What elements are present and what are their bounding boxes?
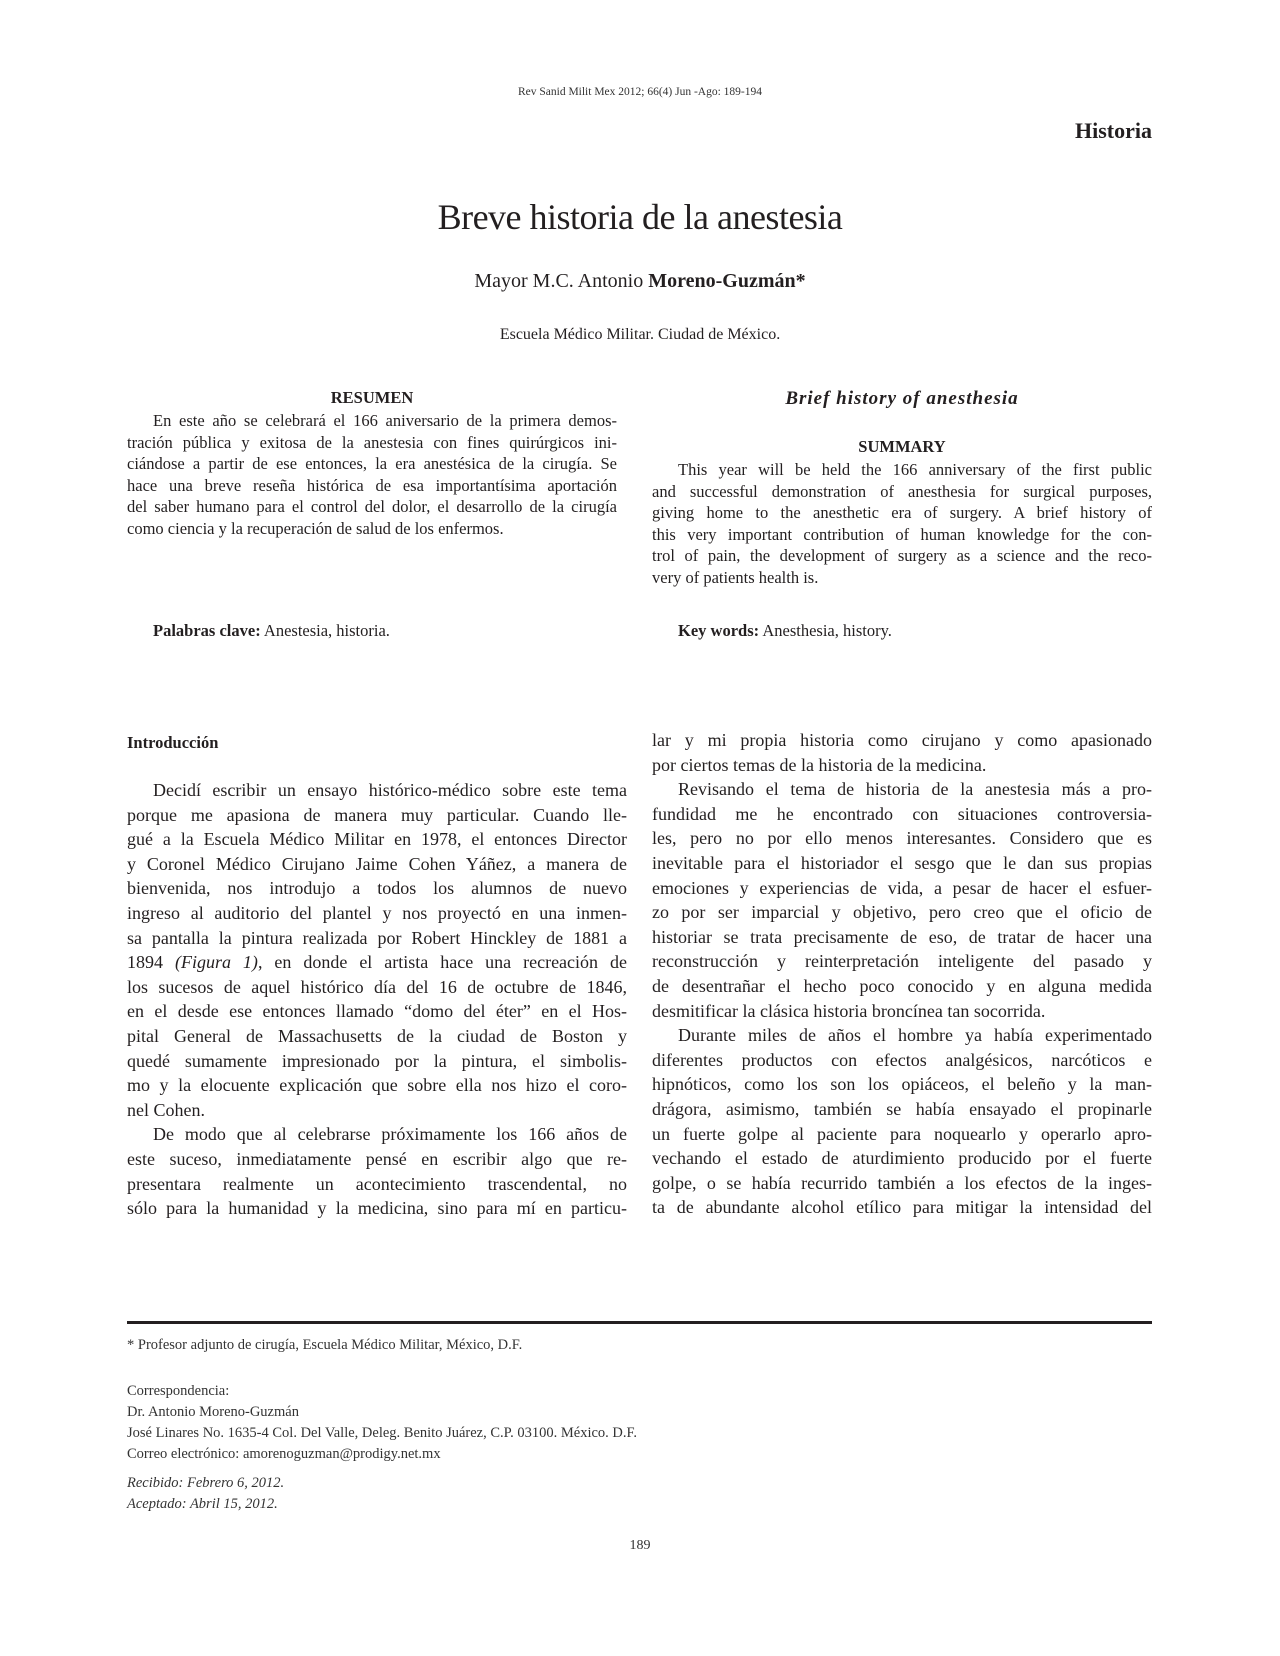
keywords-en — [678, 621, 892, 641]
text-line: nel Cohen. — [127, 1099, 205, 1120]
received-date: Recibido: Febrero 6, 2012. — [127, 1475, 285, 1491]
body-column-right — [652, 728, 1152, 1220]
summary-body — [652, 459, 1152, 588]
dates-block — [127, 1473, 284, 1515]
text-line: les, pero no por ello menos interesantes. Considero que es — [652, 828, 1152, 849]
footnote-divider — [127, 1321, 1152, 1324]
text-line: emociones y experiencias de vida, a pesar de hacer el esfuer- — [652, 877, 1152, 898]
author-footnote: * Profesor adjunto de cirugía, Escuela Médico Militar, México, D.F. — [127, 1337, 523, 1353]
text-line: giving home to the anesthetic era of surgery. A brief history of — [652, 503, 1152, 522]
text-line: and successful demonstration of anesthesia for surgical purposes, — [652, 481, 1152, 501]
keywords-es — [153, 621, 390, 641]
text-line: hipnóticos, como los son los opiáceos, el beleño y la man- — [652, 1074, 1152, 1095]
author-prefix: Mayor M.C. Antonio — [474, 270, 649, 292]
text-line: presentara realmente un acontecimiento trascendental, no — [127, 1173, 627, 1194]
text-line: reconstrucción y reinterpretación inteligente del pasado y — [652, 951, 1152, 972]
article-title: Breve historia de la anestesia — [437, 197, 843, 237]
text-line: tración pública y exitosa de la anestesia con fines quirúrgicos ini- — [127, 432, 617, 452]
text-line: ciándose a partir de ese entonces, la era anestésica de la cirugía. Se — [127, 454, 617, 473]
text-line: drágora, asimismo, también se había ensayado el propinarle — [652, 1098, 1152, 1119]
body-column-left — [127, 778, 627, 1221]
text-line: sólo para la humanidad y la medicina, sino para mí en particu- — [127, 1198, 627, 1219]
text-line: sa pantalla la pintura realizada por Robert Hinckley de 1881 a — [127, 927, 627, 948]
resumen-heading: RESUMEN — [330, 388, 414, 407]
correspondence-label: Correspondencia: — [127, 1383, 230, 1399]
text-line: golpe, o se había recurrido también a los efectos de la inges- — [652, 1172, 1152, 1193]
page-number: 189 — [629, 1538, 651, 1553]
summary-heading: SUMMARY — [858, 437, 946, 456]
text-line: de desentrañar el hecho poco conocido y en alguna medida — [652, 975, 1152, 996]
text-line: ingreso al auditorio del plantel y nos proyectó en una inmen- — [127, 902, 627, 923]
text-line: Revisando el tema de historia de la anestesia más a pro- — [678, 779, 1152, 800]
text-line: un fuerte golpe al paciente para noquearlo y operarlo apro- — [652, 1123, 1152, 1144]
text-line: Durante miles de años el hombre ya había experimentado — [678, 1025, 1152, 1046]
accepted-date: Aceptado: Abril 15, 2012. — [127, 1496, 278, 1512]
text-line: y Coronel Médico Cirujano Jaime Cohen Yáñez, a manera de — [127, 853, 627, 874]
english-title: Brief history of anesthesia — [785, 388, 1019, 409]
text-line: Decidí escribir un ensayo histórico-médico sobre este tema — [153, 780, 627, 800]
text-line: del saber humano para el control del dolor, el desarrollo de la cirugía — [127, 497, 617, 516]
text-line — [127, 950, 627, 975]
text-line: inevitable para el historiador el sesgo que le dan sus propias — [652, 852, 1152, 873]
text-line: desmitificar la clásica historia broncínea tan socorrida. — [652, 1000, 1046, 1021]
text-line: como ciencia y la recuperación de salud de los enfermos. — [127, 518, 504, 538]
section-label: Historia — [1075, 118, 1152, 143]
text-line: vechando el estado de aturdimiento producido por el fuerte — [652, 1148, 1152, 1169]
affiliation: Escuela Médico Militar. Ciudad de México. — [499, 326, 781, 343]
text-line: zo por ser imparcial y objetivo, pero creo que el oficio de — [652, 902, 1152, 923]
resumen-body — [127, 410, 617, 539]
text-line: en el desde ese entonces llamado “domo del éter” en el Hos- — [127, 1001, 627, 1022]
text-line: trol of pain, the development of surgery as a science and the reco- — [652, 546, 1152, 565]
text-line: mo y la elocuente explicación que sobre ella nos hizo el coro- — [127, 1075, 627, 1096]
author-line — [0, 270, 1280, 293]
keywords-value: Anestesia, historia. — [260, 621, 390, 640]
text-line: this very important contribution of human knowledge for the con- — [652, 524, 1152, 544]
text-line: gué a la Escuela Médico Militar en 1978, el entonces Director — [127, 829, 627, 850]
keywords-label: Palabras clave: — [153, 621, 261, 640]
text-line: ta de abundante alcohol etílico para mitigar la intensidad del — [652, 1197, 1152, 1218]
correspondence-address: José Linares No. 1635-4 Col. Del Valle, Deleg. Benito Juárez, C.P. 03100. México. D.F. — [127, 1425, 638, 1441]
text-line: bienvenida, nos introdujo a todos los alumnos de nuevo — [127, 878, 627, 899]
text-fragment: , en donde el artista hace una recreación de — [257, 952, 627, 973]
text-line: This year will be held the 166 anniversary of the first public — [678, 460, 1152, 479]
section-heading-introduccion: Introducción — [127, 733, 219, 752]
correspondence-email: Correo electrónico: amorenoguzman@prodigy.net.mx — [127, 1446, 441, 1462]
figure-reference[interactable]: (Figura 1) — [174, 952, 258, 973]
correspondence-name: Dr. Antonio Moreno-Guzmán — [127, 1404, 299, 1420]
keywords-label: Key words: — [678, 621, 760, 640]
text-line: hace una breve reseña histórica de esa importantísima aportación — [127, 475, 617, 495]
keywords-value: Anesthesia, history. — [759, 621, 892, 640]
text-line: lar y mi propia historia como cirujano y como apasionado — [652, 730, 1152, 750]
text-line: En este año se celebrará el 166 aniversario de la primera demos- — [153, 411, 617, 430]
text-line: De modo que al celebrarse próximamente los 166 años de — [153, 1124, 627, 1145]
text-line: porque me apasiona de manera muy particular. Cuando lle- — [127, 804, 627, 825]
text-line: quedé sumamente impresionado por la pintura, el simbolis- — [127, 1050, 627, 1071]
text-line: very of patients health is. — [652, 567, 819, 587]
text-line: diferentes productos con efectos analgésicos, narcóticos e — [652, 1049, 1152, 1070]
text-line: pital General de Massachusetts de la ciudad de Boston y — [127, 1025, 627, 1046]
text-line: historiar se trata precisamente de eso, de tratar de hacer una — [652, 926, 1152, 947]
text-line: este suceso, inmediatamente pensé en escribir algo que re- — [127, 1148, 627, 1169]
text-fragment: 1894 — [127, 952, 175, 973]
text-line: los sucesos de aquel histórico día del 16 de octubre de 1846, — [127, 976, 627, 997]
correspondence-block — [127, 1381, 637, 1465]
text-line: fundidad me he encontrado con situaciones controversia- — [652, 803, 1152, 824]
text-line: por ciertos temas de la historia de la medicina. — [652, 754, 987, 775]
running-head: Rev Sanid Milit Mex 2012; 66(4) Jun -Ago: 189-194 — [517, 86, 763, 98]
author-surname: Moreno-Guzmán* — [648, 270, 806, 292]
